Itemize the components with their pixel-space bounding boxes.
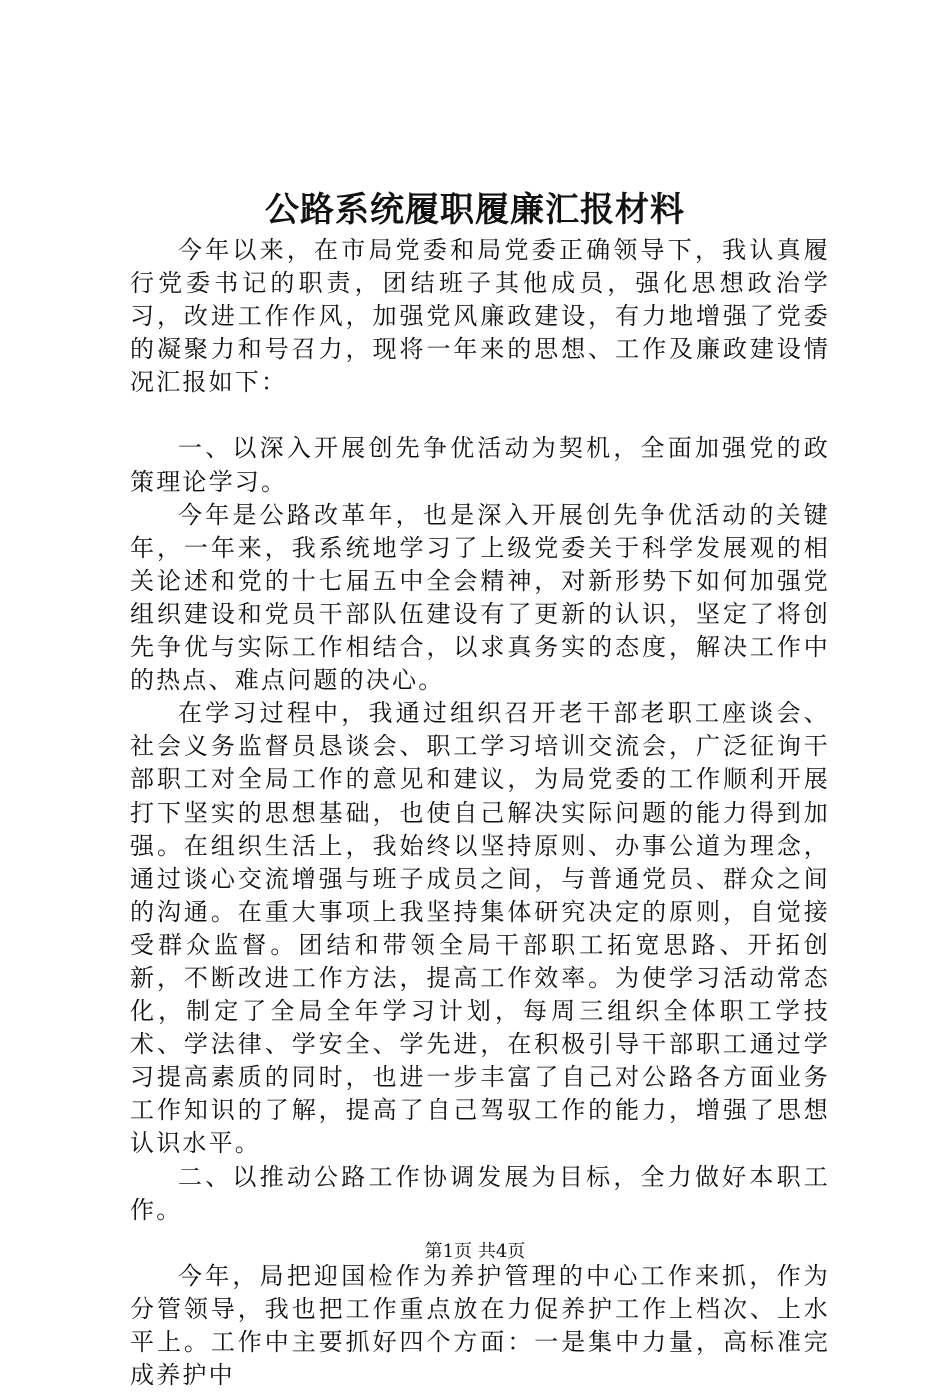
paragraph-study: 今年是公路改革年，也是深入开展创先争优活动的关键年，一年来，我系统地学习了上级党委关于科学发展观的相关论述和党的十七届五中全会精神，对新形势下如何加强党组织建设和党员干部队伍建设有了更新的认识，坚定了将创先争优与实际工作相结合，以求真务实的态度，解决工作中的热点、难点问题的决心。 bbox=[130, 500, 830, 695]
section-heading-2: 二、以推动公路工作协调发展为目标，全力做好本职工作。 bbox=[130, 1162, 830, 1224]
section-heading-1: 一、以深入开展创先争优活动为契机，全面加强党的政策理论学习。 bbox=[130, 434, 830, 496]
paragraph-maintenance: 今年，局把迎国检作为养护管理的中心工作来抓，作为分管领导，我也把工作重点放在力促养护工作上档次、上水平上。工作中主要抓好四个方面：一是集中力量，高标准完成养护中 bbox=[130, 1261, 830, 1389]
page-number-footer: 第1页 共4页 bbox=[424, 1241, 526, 1262]
paragraph-learning-process: 在学习过程中，我通过组织召开老干部老职工座谈会、社会义务监督员恳谈会、职工学习培训交流会，广泛征询干部职工对全局工作的意见和建议，为局党委的工作顺利开展打下坚实的思想基础，也使自己解决实际问题的能力得到加强。在组织生活上，我始终以坚持原则、办事公道为理念，通过谈心交流增强与班子成员之间，与普通党员、群众之间的沟通。在重大事项上我坚持集体研究决定的原则，自觉接受群众监督。团结和带领全局干部职工拓宽思路、开拓创新，不断改进工作方法，提高工作效率。为使学习活动常态化，制定了全局全年学习计划，每周三组织全体职工学技术、学法律、学安全、学先进，在积极引导干部职工通过学习提高素质的同时，也进一步丰富了自己对公路各方面业务工作知识的了解，提高了自己驾驭工作的能力，增强了思想认识水平。 bbox=[130, 699, 830, 1158]
document-title: 公路系统履职履廉汇报材料 bbox=[265, 190, 685, 230]
paragraph-intro: 今年以来，在市局党委和局党委正确领导下，我认真履行党委书记的职责，团结班子其他成员，强化思想政治学习，改进工作作风，加强党风廉政建设，有力地增强了党委的凝聚力和号召力，现将一年来的思想、工作及廉政建设情况汇报如下： bbox=[130, 236, 830, 397]
document-body bbox=[130, 234, 830, 1392]
